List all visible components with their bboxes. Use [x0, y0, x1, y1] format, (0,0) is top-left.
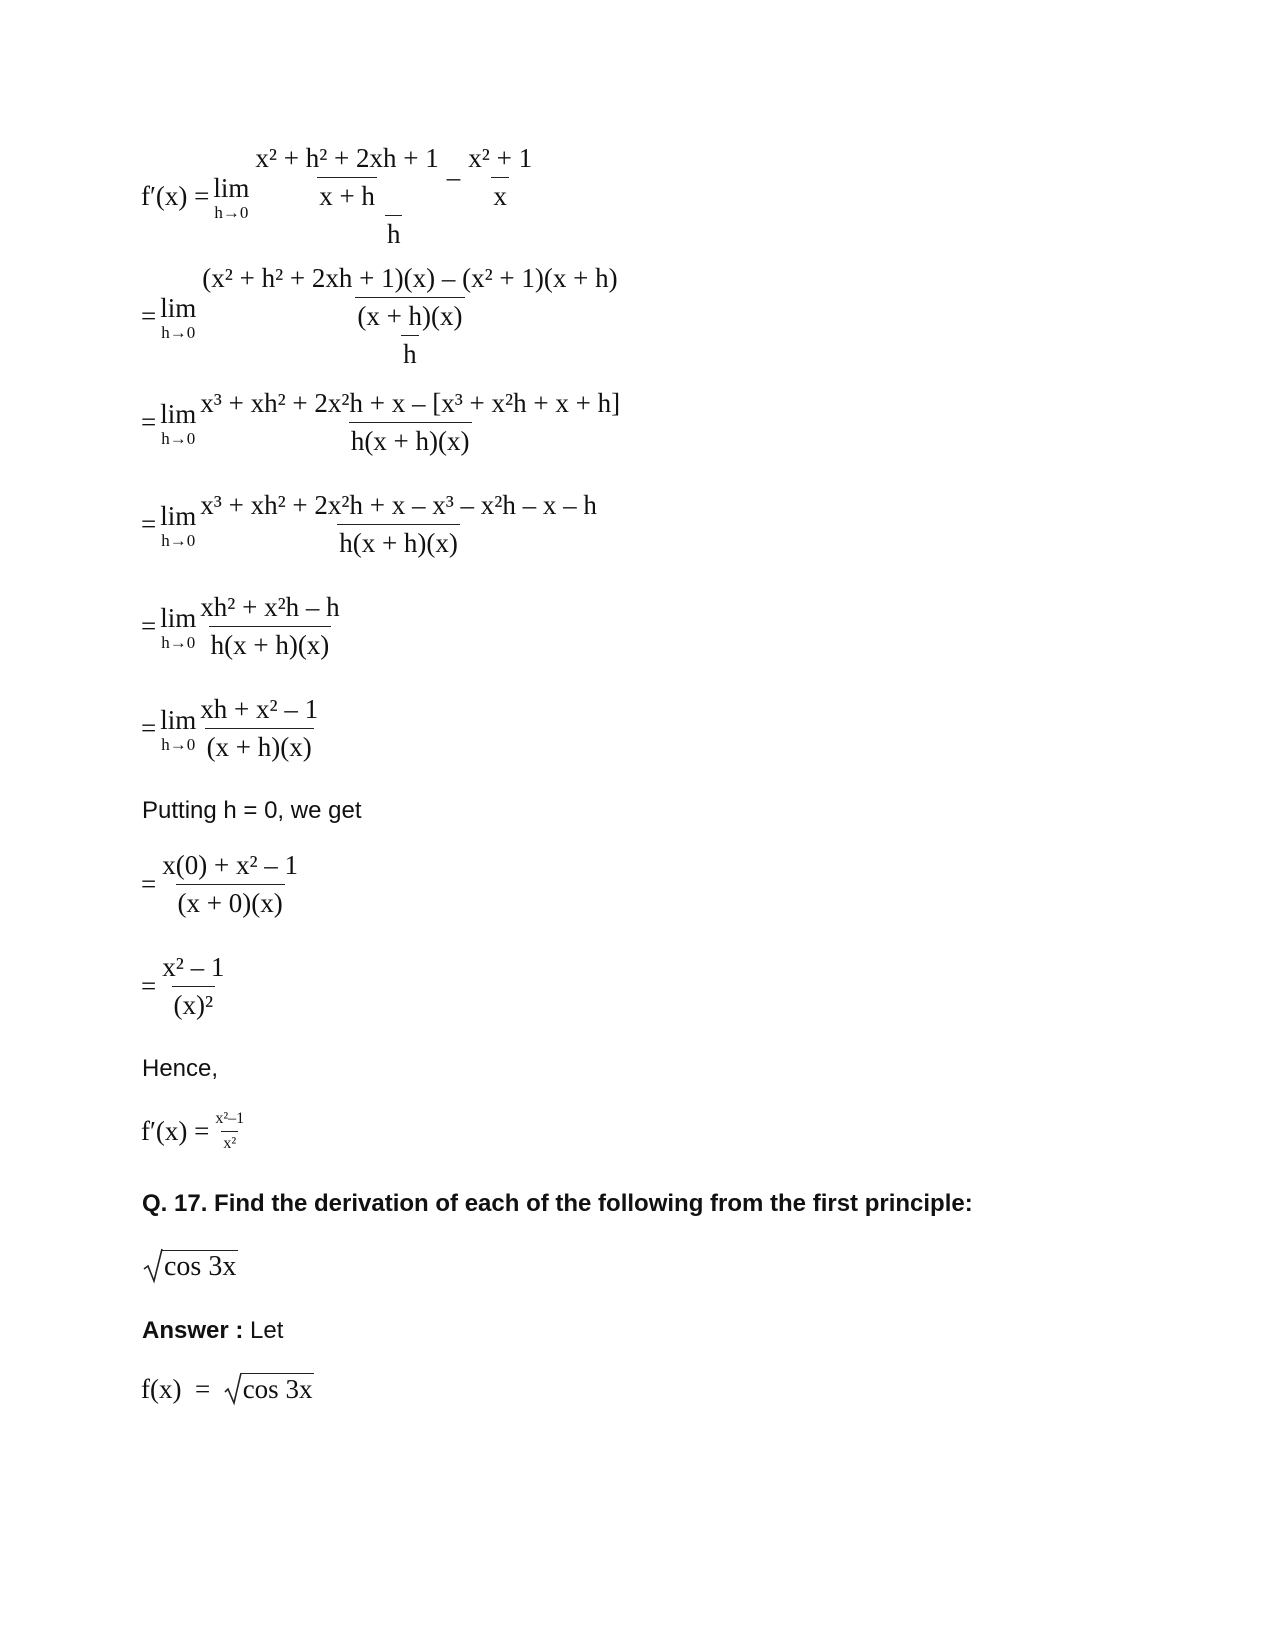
final-lhs: f(x) = — [141, 1373, 224, 1404]
limit-operator: lim h→0 — [160, 602, 197, 652]
equation-2: = lim h→0 $\frac{\text{(x² + h² + 2xh + 1)(x) – (x² + 1)(x + h)}}{(x + h)(x)}$ h — [141, 263, 622, 370]
equation-5: = lim h→0 $\frac{\text{xh² + x²h – h}}{h(x + h)(x)}$ — [141, 592, 340, 660]
putting-text: Putting h = 0, we get — [142, 797, 362, 824]
radicand: cos 3x — [242, 1374, 313, 1404]
outer-fraction: $\frac{\text{(x² + h² + 2xh + 1)(x) – (x² + 1)(x + h)}}{(x + h)(x)}$ h — [202, 263, 618, 369]
fraction: $\frac{\text{x³ + xh² + 2x²h + x – [x³ + x²h + x + h]}}{h(x + h)(x)}$ — [200, 388, 621, 456]
answer-label: Answer : — [142, 1317, 244, 1344]
equation-lhs: f′(x) = — [141, 181, 210, 211]
question-heading: Q. 17. Find the derivation of each of the following from the first principle: — [142, 1190, 973, 1217]
fraction: $\frac{\text{x³ + xh² + 2x²h + x – x³ – x²h – x – h}}{h(x + h)(x)}$ — [200, 490, 597, 558]
question-expression — [143, 1248, 238, 1284]
fraction: $\frac{\text{xh² + x²h – h}}{h(x + h)(x)}$ — [200, 592, 340, 660]
limit-operator: lim h→0 — [160, 500, 197, 550]
equation-3: = lim h→0 $\frac{\text{x³ + xh² + 2x²h + x – [x³ + x²h + x + h]}}{h(x + h)(x)}$ — [141, 388, 621, 456]
inner-fraction: $\frac{\text{(x² + h² + 2xh + 1)(x) – (x² + 1)(x + h)}}{(x + h)(x)}$ — [202, 263, 618, 331]
final-expression — [141, 1372, 314, 1406]
limit-operator: lim h→0 — [160, 292, 197, 342]
equation-7: = $\frac{\text{x(0) + x² – 1}}{(x + 0)(x)}$ — [141, 850, 299, 918]
equation-9: f′(x) = $\frac{\text{x²–1}}{\text{x²}}$ — [141, 1110, 245, 1152]
equation-1 — [141, 143, 536, 250]
fraction: $\frac{\text{x(0) + x² – 1}}{(x + 0)(x)}$ — [162, 850, 299, 918]
inner-fraction: $\frac{\text{x² + 1}}{x}$ — [468, 143, 533, 211]
limit-operator: lim h→0 — [160, 398, 197, 448]
sqrt-icon — [143, 1248, 163, 1284]
fraction: $\frac{\text{x² – 1}}{\text{(x)²}}$ — [162, 952, 225, 1020]
equation-4: = lim h→0 $\frac{\text{x³ + xh² + 2x²h + x – x³ – x²h – x – h}}{h(x + h)(x)}$ — [141, 490, 597, 558]
equation-6: = lim h→0 $\frac{\text{xh + x² – 1}}{(x + h)(x)}$ — [141, 694, 319, 762]
fraction: $\frac{\text{xh + x² – 1}}{(x + h)(x)}$ — [200, 694, 319, 762]
equation-8: = $\frac{\text{x² – 1}}{\text{(x)²}}$ — [141, 952, 225, 1020]
radicand: cos 3x — [164, 1250, 237, 1282]
small-fraction: $\frac{\text{x²–1}}{\text{x²}}$ — [215, 1110, 245, 1152]
answer-line — [142, 1317, 283, 1345]
outer-fraction: $\frac{\text{x² + h² + 2xh + 1}}{x + h}$ – $\frac{\text{x² + 1}}{x}$ h — [255, 143, 533, 249]
limit-operator: lim h→0 — [213, 172, 250, 222]
sqrt-icon — [224, 1372, 242, 1406]
answer-text: Let — [243, 1317, 284, 1344]
inner-fraction: $\frac{\text{x² + h² + 2xh + 1}}{x + h}$ — [255, 143, 439, 211]
hence-text: Hence, — [142, 1055, 219, 1082]
limit-operator: lim h→0 — [160, 704, 197, 754]
